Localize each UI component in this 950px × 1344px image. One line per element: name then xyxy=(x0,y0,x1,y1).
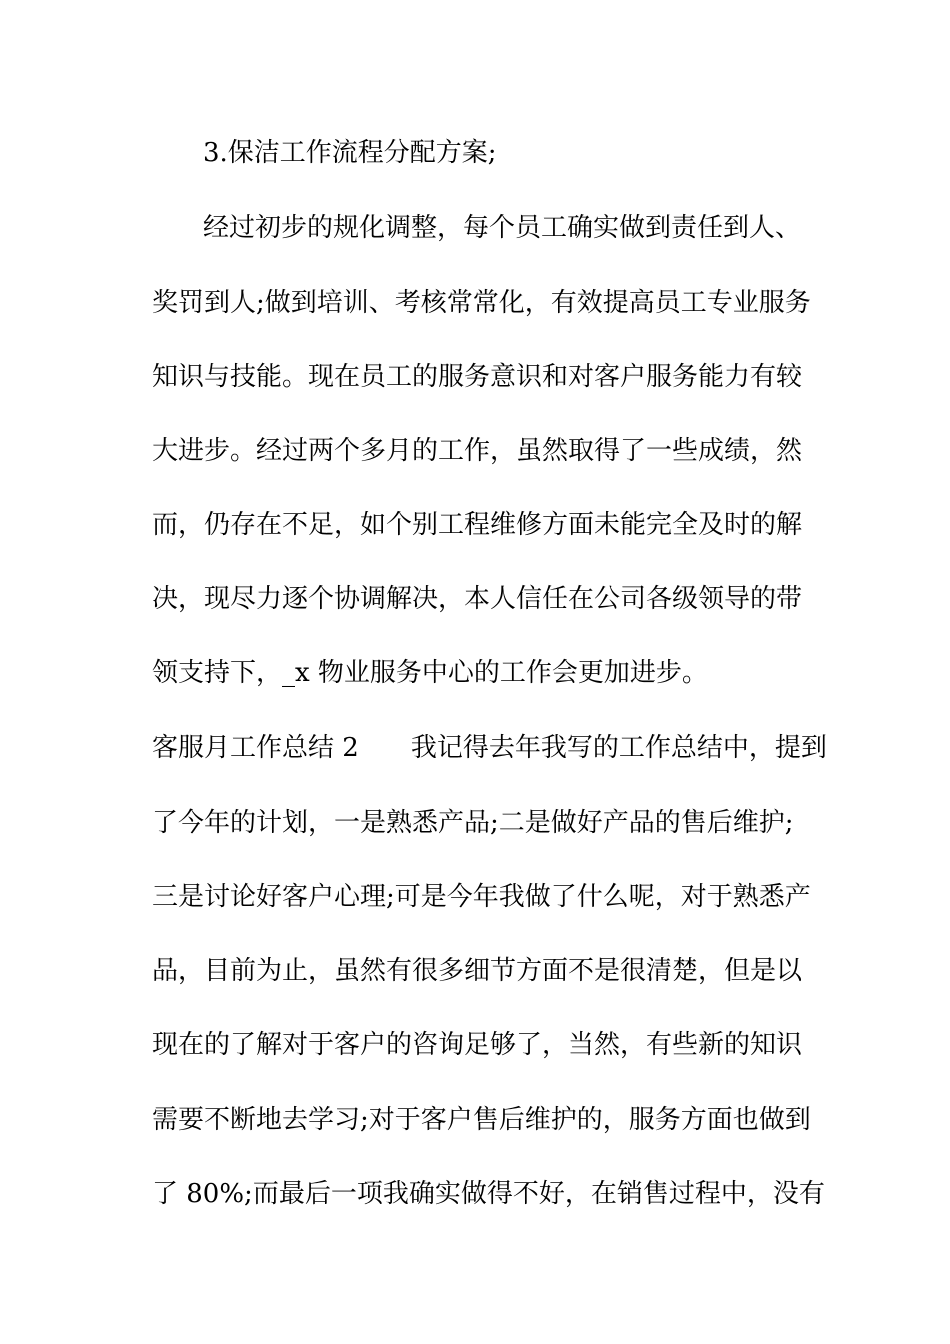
paragraph-line: 经过初步的规化调整，每个员工确实做到责任到人、 xyxy=(203,213,802,243)
paragraph-line: 了 80%;而最后一项我确实做得不好，在销售过程中，没有 xyxy=(152,1179,825,1209)
paragraph-line: 品，目前为止，虽然有很多细节方面不是很清楚，但是以 xyxy=(152,956,803,986)
section-title: 客服月工作总结 2 xyxy=(152,733,359,763)
paragraph-line: 领支持下，_x 物业服务中心的工作会更加进步。 xyxy=(152,658,708,688)
section-heading-line xyxy=(152,728,827,768)
paragraph-line: 决，现尽力逐个协调解决，本人信任在公司各级领导的带 xyxy=(152,584,803,614)
paragraph-line: 奖罚到人;做到培训、考核常常化，有效提高员工专业服务 xyxy=(152,288,811,318)
paragraph-line: 知识与技能。现在员工的服务意识和对客户服务能力有较 xyxy=(152,362,803,392)
paragraph-line: 需要不断地去学习;对于客户售后维护的，服务方面也做到 xyxy=(152,1105,811,1135)
paragraph-line: 了今年的计划，一是熟悉产品;二是做好产品的售后维护; xyxy=(152,808,794,838)
paragraph-line: 三是讨论好客户心理;可是今年我做了什么呢，对于熟悉产 xyxy=(152,882,811,912)
paragraph-line: 3.保洁工作流程分配方案; xyxy=(203,138,497,168)
paragraph-line: 大进步。经过两个多月的工作，虽然取得了一些成绩，然 xyxy=(152,436,803,466)
paragraph-line: 而，仍存在不足，如个别工程维修方面未能完全及时的解 xyxy=(152,510,803,540)
paragraph-first-line: 我记得去年我写的工作总结中，提到 xyxy=(410,733,827,763)
paragraph-line: 现在的了解对于客户的咨询足够了，当然，有些新的知识 xyxy=(152,1030,803,1060)
